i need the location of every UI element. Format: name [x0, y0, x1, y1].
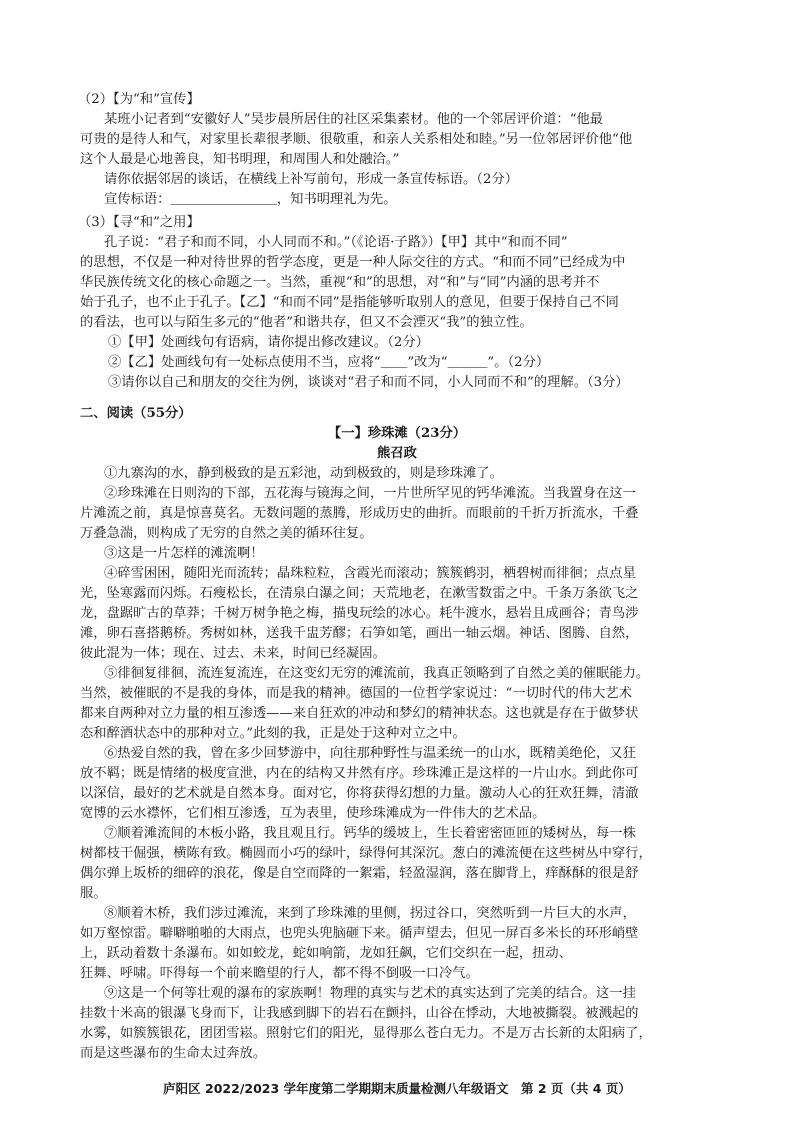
article-line: 滩，卵石喜搭鹅桥。秀树如林，送我千盅芳醪；石笋如笔，画出一轴云烟。神话、图腾、自然，: [80, 626, 639, 641]
article-line: 龙，盘踞旷古的草莽；千树万树争艳之梅，描曳玩绘的冰心。耗牛渡水，悬岩且成画谷；青鸟涉: [80, 606, 639, 621]
article-line: ⑤徘徊复徘徊，流连复流连，在这变幻无穷的滩流前，我真正领略到了自然之美的催眠能力。: [104, 666, 650, 681]
article-line: ⑦顺着滩流间的木板小路，我且观且行。钙华的缓坡上，生长着密密匝匝的矮树丛，每一株: [104, 826, 636, 841]
article-line: 彼此混为一体；现在、过去、未来，时间已经凝固。: [80, 646, 386, 661]
part3-paragraph-line: 孔子说：“君子和而不同，小人同而不和。”（《论语·子路》）【甲】其中“和而不同”: [104, 235, 568, 250]
article-line: ②珍珠滩在日则沟的下部，五花海与镜海之间，一片世所罕见的钙华滩流。当我置身在这一: [104, 486, 636, 501]
part3-paragraph-line: 华民族传统文化的核心命题之一。当然，重视“和”的思想，对“和”与“同”内涵的思考并不: [80, 275, 600, 290]
part2-paragraph-line: 这个人最是心地善良，知书明理，和周围人和处融洽。”: [80, 152, 400, 167]
article-line: 放不羁；既是情绪的极度宣泄，内在的结构又井然有序。珍珠滩正是这样的一片山水。到此你可: [80, 766, 639, 781]
article-line: ⑥热爱自然的我，曾在多少回梦游中，向往那种野性与温柔统一的山水，既精美绝伦，又狂: [104, 746, 636, 761]
part2-paragraph-line: 某班小记者到“安徽好人”吴步晨所居住的社区采集素材。他的一个邻居评价道：“他最: [104, 112, 604, 127]
part3-paragraph-line: 始于孔子，也不止于孔子。【乙】“和而不同”是指能够听取别人的意见，但要于保持自己不同: [80, 295, 619, 310]
article-line: 以深信，最好的艺术就是自然本身。面对它，你将获得幻想的力量。激动人心的狂欢狂舞，清澈: [80, 786, 639, 801]
part3-paragraph-line: 的看法，也可以与陌生多元的“他者”和谐共存，但又不会湮灭“我”的独立性。: [80, 315, 533, 330]
article-line: 而是这些瀑布的生命太过奔放。: [80, 1046, 267, 1061]
article-line: 宽博的云水襟怀，它们相互渗透，互为表里，使珍珠滩成为一件伟大的艺术品。: [80, 806, 546, 821]
page-footer: 庐阳区 2022/2023 学年度第二学期期末质量检测八年级语文 第 2 页（共 4 页）: [163, 1081, 631, 1096]
article-line: 当然，被催眠的不是我的身体，而是我的精神。德国的一位哲学家说过：“一切时代的伟大艺术: [80, 686, 632, 701]
article-line: 态和醉酒状态中的那种对立。”此刻的我，正是处于这种对立之中。: [80, 726, 466, 741]
article-line: ④碎雪困困，随阳光而流转；晶珠粒粒，含霞光而滚动；簇簇鹤羽，栖碧树而徘徊；点点星: [104, 566, 636, 581]
article-line: 上，跃动着数十条瀑布。如如蛟龙，蛇如响箭，龙如狂飙，它们交织在一起，扭动、: [80, 946, 572, 961]
part2-heading: （2）【为“和”宣传】: [78, 92, 200, 107]
article-line: 树都枝干倔强，横陈有致。椭圆而小巧的绿叶，绿得何其深沉。葱白的滩流便在这些树丛中穿行，: [80, 846, 652, 861]
article-line: ⑧顺着木桥，我们涉过滩流，来到了珍珠滩的里侧，拐过谷口，突然听到一片巨大的水声，: [104, 906, 636, 921]
part3-paragraph-line: 的思想，不仅是一种对待世界的哲学态度，更是一种人际交往的方式。“和而不同”已经成为中: [80, 255, 626, 270]
question-1: ①【甲】处画线句有语病，请你提出修改建议。（2分）: [108, 335, 429, 350]
article-author: 熊召政: [377, 446, 417, 461]
part2-instruction: 请你依据邻居的谈话，在横线上补写前句，形成一条宣传标语。（2分）: [104, 172, 519, 187]
article-line: 光，坠寒露而闪烁。石瘦松长，在清泉白瀑之间；天荒地老，在漱雪数雷之中。千条万条欲飞之: [80, 586, 639, 601]
article-line: 服。: [80, 886, 107, 901]
article-line: 挂数十米高的银瀑飞身而下，让我感到脚下的岩石在颤抖，山谷在悸动，大地被撕裂。被溅起的: [80, 1006, 639, 1021]
article-line: 都来自两种对立力量的相互渗透——来自狂欢的冲动和梦幻的精神状态。这也就是存在于做梦状: [80, 706, 639, 721]
article-line: 如万壑惊雷。噼噼啪啪的大雨点，也兜头兜脑砸下来。循声望去，但见一屏百多米长的环形峭壁: [80, 926, 639, 941]
article-line: 水雾，如簇簇银花，团团雪崧。照射它们的阳光，显得那么苍白无力。不是万古长新的太阳病了，: [80, 1026, 652, 1041]
slogan-line: 宣传标语：＿＿＿＿＿＿＿＿，知书明理礼为先。: [104, 192, 397, 207]
article-line: ①九寨沟的水，静到极致的是五彩池，动到极致的，则是珍珠滩了。: [104, 466, 503, 481]
article-line: ⑨这是一个何等壮观的瀑布的家族啊！物理的真实与艺术的真实达到了完美的结合。这一挂: [104, 986, 636, 1001]
question-2: ②【乙】处画线句有一处标点使用不当，应将“＿＿”改为“＿＿＿”。（2分）: [108, 355, 550, 370]
article-line: ③这是一片怎样的滩流啊！: [104, 546, 264, 561]
article-line: 万叠急湍，则构成了无穷的自然之美的循环往复。: [80, 526, 373, 541]
article-line: 片滩流之前，真是惊喜莫名。无数问题的蒸腾，形成历史的曲折。而眼前的千折万折流水，千叠: [80, 506, 639, 521]
section-reading-heading: 二、阅读（55分）: [80, 406, 192, 421]
article-line: 狂舞、呼啸。吓得每一个前来瞻望的行人，都不得不倒吸一口冷气。: [80, 966, 479, 981]
article-line: 偶尔弹上坂桥的细碎的浪花，像是自空而降的一絮霜，轻盈湿润，落在脚背上，痒酥酥的很是舒: [80, 866, 639, 881]
question-3: ③请你以自己和朋友的交往为例，谈谈对“君子和而不同，小人同而不和”的理解。（3分）: [108, 375, 629, 390]
article-title: 【一】珍珠滩（23分）: [327, 426, 467, 441]
part2-paragraph-line: 可贵的是待人和气，对家里长辈很孝顺、很敬重，和亲人关系相处和睦。”另一位邻居评价他“他: [80, 132, 633, 147]
part3-heading: （3）【寻“和”之用】: [78, 215, 200, 230]
